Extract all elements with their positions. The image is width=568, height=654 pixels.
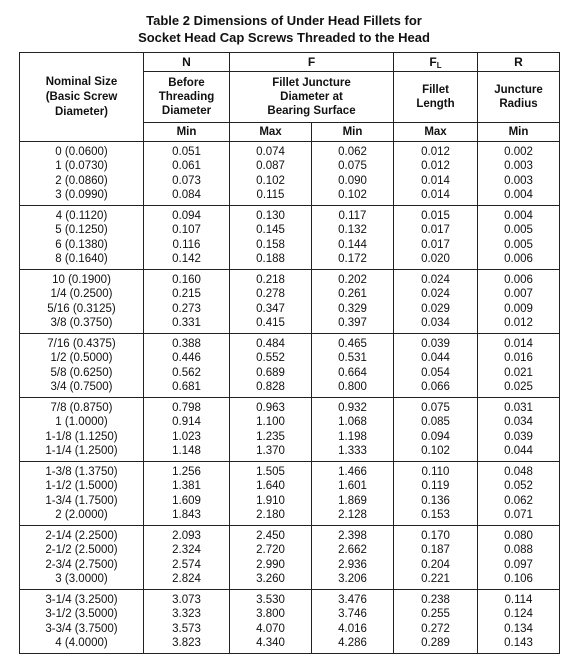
cell-value: 0.012 bbox=[421, 145, 450, 158]
cell-value: 0.039 bbox=[421, 337, 450, 350]
header-desc-f-line-1: Fillet Juncture bbox=[272, 77, 351, 89]
cell-value: 0.204 bbox=[421, 558, 450, 571]
table-cell-f-min bbox=[312, 526, 394, 590]
cell-value: 2.093 bbox=[172, 529, 201, 542]
cell-value: 0.002 bbox=[504, 145, 533, 158]
cell-value: 1 (0.0730) bbox=[55, 160, 108, 172]
cell-value: 0.215 bbox=[172, 288, 201, 300]
table-cell-nominal-size bbox=[20, 142, 144, 206]
cell-value: 0.681 bbox=[172, 381, 201, 393]
cell-value: 0.084 bbox=[172, 189, 201, 201]
cell-value: 4.016 bbox=[338, 622, 367, 635]
cell-value: 0.007 bbox=[504, 288, 533, 300]
cell-value: 0.798 bbox=[172, 401, 201, 414]
table-cell-n-min bbox=[144, 142, 230, 206]
table-cell-fl-max bbox=[394, 398, 478, 462]
cell-value: 0.107 bbox=[172, 224, 201, 236]
cell-value: 5/16 (0.3125) bbox=[47, 302, 116, 315]
cell-value: 2.180 bbox=[256, 509, 285, 521]
cell-value: 8 (0.1640) bbox=[55, 253, 108, 265]
header-nominal-line-3: Diameter) bbox=[54, 105, 109, 118]
cell-value: 0.119 bbox=[421, 480, 450, 492]
cell-value: 0.017 bbox=[421, 238, 450, 251]
table-cell-r-min bbox=[478, 398, 560, 462]
header-unit-f-min: Min bbox=[312, 123, 394, 142]
table-cell-nominal-size bbox=[20, 590, 144, 654]
table-cell-r-min bbox=[478, 270, 560, 334]
table-cell-f-max bbox=[230, 590, 312, 654]
cell-value: 3/4 (0.7500) bbox=[50, 381, 113, 393]
table-row-group bbox=[20, 526, 560, 590]
table-cell-f-max bbox=[230, 462, 312, 526]
cell-value: 0.062 bbox=[338, 145, 367, 158]
cell-value: 0.015 bbox=[421, 209, 450, 222]
cell-value: 1.869 bbox=[338, 494, 367, 507]
table-cell-fl-max bbox=[394, 270, 478, 334]
cell-value: 0.074 bbox=[256, 145, 285, 158]
table-cell-f-max bbox=[230, 270, 312, 334]
cell-value: 0.014 bbox=[421, 174, 450, 187]
cell-value: 0.397 bbox=[338, 317, 367, 329]
cell-value: 0.061 bbox=[172, 160, 201, 172]
table-cell-r-min bbox=[478, 334, 560, 398]
cell-value: 0.039 bbox=[504, 430, 533, 443]
header-nominal-size bbox=[20, 53, 144, 142]
header-nominal-line-2: (Basic Screw bbox=[45, 90, 118, 103]
cell-value: 0.562 bbox=[172, 366, 201, 379]
cell-value: 0.102 bbox=[338, 189, 367, 201]
cell-value: 2.824 bbox=[172, 573, 201, 585]
table-cell-fl-max bbox=[394, 334, 478, 398]
cell-value: 0.238 bbox=[421, 593, 450, 606]
cell-value: 3 (3.0000) bbox=[55, 573, 108, 585]
table-row-group bbox=[20, 398, 560, 462]
cell-value: 2 (2.0000) bbox=[55, 509, 108, 521]
table-cell-fl-max bbox=[394, 206, 478, 270]
cell-value: 4 (0.1120) bbox=[55, 209, 108, 222]
cell-value: 3.260 bbox=[256, 573, 285, 585]
cell-value: 3/8 (0.3750) bbox=[50, 317, 113, 329]
cell-value: 6 (0.1380) bbox=[55, 238, 108, 251]
cell-value: 2-3/4 (2.7500) bbox=[45, 558, 118, 571]
table-cell-f-min bbox=[312, 142, 394, 206]
table-cell-f-max bbox=[230, 526, 312, 590]
cell-value: 1.381 bbox=[172, 480, 201, 492]
cell-value: 0.347 bbox=[256, 302, 285, 315]
cell-value: 0.130 bbox=[256, 209, 285, 222]
cell-value: 0.153 bbox=[421, 509, 450, 521]
cell-value: 1.601 bbox=[338, 480, 367, 492]
header-unit-fl-max: Max bbox=[394, 123, 478, 142]
cell-value: 1/2 (0.5000) bbox=[50, 352, 113, 364]
table-row-group bbox=[20, 462, 560, 526]
cell-value: 0.085 bbox=[421, 416, 450, 428]
table-row-group bbox=[20, 206, 560, 270]
cell-value: 0.087 bbox=[256, 160, 285, 172]
header-desc-fl-line-2: Length bbox=[416, 98, 455, 110]
cell-value: 0.052 bbox=[504, 480, 533, 492]
cell-value: 0.080 bbox=[504, 529, 533, 542]
cell-value: 0.963 bbox=[256, 401, 285, 414]
cell-value: 1.256 bbox=[172, 465, 201, 478]
cell-value: 10 (0.1900) bbox=[52, 273, 111, 286]
cell-value: 0.142 bbox=[172, 253, 201, 265]
cell-value: 3.823 bbox=[172, 637, 201, 649]
cell-value: 0.005 bbox=[504, 224, 533, 236]
table-cell-n-min bbox=[144, 462, 230, 526]
cell-value: 0.048 bbox=[504, 465, 533, 478]
cell-value: 0.932 bbox=[338, 401, 367, 414]
cell-value: 0.110 bbox=[421, 465, 450, 478]
table-cell-nominal-size bbox=[20, 462, 144, 526]
cell-value: 0.114 bbox=[504, 593, 533, 606]
cell-value: 0.484 bbox=[256, 337, 285, 350]
cell-value: 0.090 bbox=[338, 174, 367, 187]
cell-value: 0.221 bbox=[421, 573, 450, 585]
header-desc-fl-line-1: Fillet bbox=[422, 84, 449, 96]
table-cell-fl-max bbox=[394, 142, 478, 206]
cell-value: 3.206 bbox=[338, 573, 367, 585]
cell-value: 0.188 bbox=[256, 253, 285, 265]
cell-value: 3-1/2 (3.5000) bbox=[45, 608, 118, 620]
cell-value: 0.160 bbox=[172, 273, 201, 286]
header-desc-n-line-2: Threading bbox=[158, 91, 215, 103]
header-symbol-r: R bbox=[478, 53, 560, 72]
cell-value: 3.573 bbox=[172, 622, 201, 635]
header-desc-n-line-1: Before bbox=[168, 77, 205, 89]
table-cell-r-min bbox=[478, 590, 560, 654]
table-body bbox=[20, 142, 560, 654]
cell-value: 0.073 bbox=[172, 174, 201, 187]
cell-value: 0.044 bbox=[504, 445, 533, 457]
cell-value: 0.415 bbox=[256, 317, 285, 329]
cell-value: 0.272 bbox=[421, 622, 450, 635]
cell-value: 0.218 bbox=[256, 273, 285, 286]
cell-value: 1.068 bbox=[338, 416, 367, 428]
cell-value: 1.023 bbox=[172, 430, 201, 443]
cell-value: 0.062 bbox=[504, 494, 533, 507]
cell-value: 0.034 bbox=[421, 317, 450, 329]
cell-value: 0.051 bbox=[172, 145, 201, 158]
header-desc-fl bbox=[394, 72, 478, 123]
cell-value: 0.136 bbox=[421, 494, 450, 507]
cell-value: 4.340 bbox=[256, 637, 285, 649]
table-cell-nominal-size bbox=[20, 526, 144, 590]
table-row-group bbox=[20, 334, 560, 398]
table-cell-n-min bbox=[144, 270, 230, 334]
cell-value: 3.800 bbox=[256, 608, 285, 620]
cell-value: 0.134 bbox=[504, 622, 533, 635]
cell-value: 1.100 bbox=[256, 416, 285, 428]
cell-value: 1.609 bbox=[172, 494, 201, 507]
cell-value: 0.116 bbox=[172, 238, 201, 251]
cell-value: 0.029 bbox=[421, 302, 450, 315]
cell-value: 0.025 bbox=[504, 381, 533, 393]
table-cell-r-min bbox=[478, 142, 560, 206]
cell-value: 3-3/4 (3.7500) bbox=[45, 622, 118, 635]
table-cell-nominal-size bbox=[20, 398, 144, 462]
cell-value: 0.094 bbox=[421, 430, 450, 443]
table-cell-f-min bbox=[312, 334, 394, 398]
cell-value: 0.094 bbox=[172, 209, 201, 222]
cell-value: 0.158 bbox=[256, 238, 285, 251]
table-cell-f-max bbox=[230, 206, 312, 270]
table-title bbox=[0, 12, 568, 46]
table-row-group bbox=[20, 590, 560, 654]
cell-value: 0.465 bbox=[338, 337, 367, 350]
cell-value: 0.014 bbox=[421, 189, 450, 201]
header-symbol-fl-main: F bbox=[429, 54, 437, 69]
cell-value: 3.073 bbox=[172, 593, 201, 606]
cell-value: 0.003 bbox=[504, 174, 533, 187]
cell-value: 0.187 bbox=[421, 544, 450, 556]
cell-value: 0.273 bbox=[172, 302, 201, 315]
table-cell-f-min bbox=[312, 206, 394, 270]
cell-value: 0.088 bbox=[504, 544, 533, 556]
cell-value: 0.552 bbox=[256, 352, 285, 364]
cell-value: 0.024 bbox=[421, 288, 450, 300]
cell-value: 2 (0.0860) bbox=[55, 174, 108, 187]
cell-value: 2.324 bbox=[172, 544, 201, 556]
cell-value: 4.070 bbox=[256, 622, 285, 635]
cell-value: 0 (0.0600) bbox=[55, 145, 108, 158]
cell-value: 0.388 bbox=[172, 337, 201, 350]
cell-value: 0.914 bbox=[172, 416, 201, 428]
cell-value: 1.466 bbox=[338, 465, 367, 478]
cell-value: 0.020 bbox=[421, 253, 450, 265]
cell-value: 2.398 bbox=[338, 529, 367, 542]
cell-value: 0.097 bbox=[504, 558, 533, 571]
header-symbol-fl-sub: L bbox=[436, 60, 442, 70]
cell-value: 1.640 bbox=[256, 480, 285, 492]
header-desc-f-line-3: Bearing Surface bbox=[267, 105, 356, 117]
cell-value: 0.446 bbox=[172, 352, 201, 364]
cell-value: 0.202 bbox=[338, 273, 367, 286]
cell-value: 1.333 bbox=[338, 445, 367, 457]
cell-value: 0.124 bbox=[504, 608, 533, 620]
cell-value: 0.004 bbox=[504, 209, 533, 222]
table-cell-r-min bbox=[478, 526, 560, 590]
table-cell-nominal-size bbox=[20, 206, 144, 270]
cell-value: 0.044 bbox=[421, 352, 450, 364]
header-symbol-n: N bbox=[144, 53, 230, 72]
table-cell-f-min bbox=[312, 590, 394, 654]
cell-value: 2-1/2 (2.5000) bbox=[45, 544, 118, 556]
cell-value: 0.071 bbox=[504, 509, 533, 521]
dimensions-table bbox=[19, 52, 560, 654]
table-cell-n-min bbox=[144, 526, 230, 590]
cell-value: 1.910 bbox=[256, 494, 285, 507]
cell-value: 0.066 bbox=[421, 381, 450, 393]
cell-value: 3.476 bbox=[338, 593, 367, 606]
cell-value: 0.017 bbox=[421, 224, 450, 236]
table-cell-f-min bbox=[312, 398, 394, 462]
cell-value: 4 (4.0000) bbox=[55, 637, 108, 649]
cell-value: 2.662 bbox=[338, 544, 367, 556]
cell-value: 0.170 bbox=[421, 529, 450, 542]
header-symbol-f: F bbox=[230, 53, 394, 72]
cell-value: 7/8 (0.8750) bbox=[50, 401, 113, 414]
cell-value: 0.012 bbox=[421, 160, 450, 172]
cell-value: 2-1/4 (2.2500) bbox=[45, 529, 118, 542]
cell-value: 3.323 bbox=[172, 608, 201, 620]
header-nominal-line-1: Nominal Size bbox=[45, 75, 118, 88]
table-title-line-2: Socket Head Cap Screws Threaded to the Head bbox=[138, 30, 430, 45]
cell-value: 0.014 bbox=[504, 337, 533, 350]
table-cell-r-min bbox=[478, 206, 560, 270]
cell-value: 3-1/4 (3.2500) bbox=[45, 593, 118, 606]
table-cell-n-min bbox=[144, 398, 230, 462]
cell-value: 0.828 bbox=[256, 381, 285, 393]
cell-value: 0.143 bbox=[504, 637, 533, 649]
cell-value: 0.331 bbox=[172, 317, 201, 329]
cell-value: 0.329 bbox=[338, 302, 367, 315]
table-cell-fl-max bbox=[394, 462, 478, 526]
table-cell-n-min bbox=[144, 590, 230, 654]
header-symbol-fl bbox=[394, 53, 478, 72]
table-row-group bbox=[20, 270, 560, 334]
cell-value: 7/16 (0.4375) bbox=[47, 337, 116, 350]
cell-value: 1-1/8 (1.1250) bbox=[45, 430, 118, 443]
cell-value: 0.054 bbox=[421, 366, 450, 379]
cell-value: 0.006 bbox=[504, 273, 533, 286]
header-unit-f-max: Max bbox=[230, 123, 312, 142]
cell-value: 0.006 bbox=[504, 253, 533, 265]
header-desc-n-line-3: Diameter bbox=[161, 105, 212, 117]
cell-value: 1.843 bbox=[172, 509, 201, 521]
cell-value: 0.289 bbox=[421, 637, 450, 649]
cell-value: 0.024 bbox=[421, 273, 450, 286]
cell-value: 2.450 bbox=[256, 529, 285, 542]
cell-value: 0.115 bbox=[256, 189, 285, 201]
cell-value: 0.075 bbox=[338, 160, 367, 172]
cell-value: 0.261 bbox=[338, 288, 367, 300]
cell-value: 1/4 (0.2500) bbox=[50, 288, 113, 300]
table-cell-fl-max bbox=[394, 590, 478, 654]
cell-value: 0.117 bbox=[338, 209, 367, 222]
cell-value: 0.664 bbox=[338, 366, 367, 379]
cell-value: 0.004 bbox=[504, 189, 533, 201]
cell-value: 1-3/8 (1.3750) bbox=[45, 465, 118, 478]
table-cell-f-max bbox=[230, 142, 312, 206]
cell-value: 0.003 bbox=[504, 160, 533, 172]
cell-value: 1.370 bbox=[256, 445, 285, 457]
cell-value: 1 (1.0000) bbox=[55, 416, 108, 428]
cell-value: 0.034 bbox=[504, 416, 533, 428]
table-cell-f-max bbox=[230, 398, 312, 462]
cell-value: 4.286 bbox=[338, 637, 367, 649]
header-unit-n-min: Min bbox=[144, 123, 230, 142]
cell-value: 1-1/2 (1.5000) bbox=[45, 480, 118, 492]
cell-value: 3.746 bbox=[338, 608, 367, 620]
cell-value: 2.936 bbox=[338, 558, 367, 571]
cell-value: 0.145 bbox=[256, 224, 285, 236]
cell-value: 0.689 bbox=[256, 366, 285, 379]
cell-value: 0.102 bbox=[421, 445, 450, 457]
cell-value: 3 (0.0990) bbox=[55, 189, 108, 201]
header-desc-r bbox=[478, 72, 560, 123]
cell-value: 2.574 bbox=[172, 558, 201, 571]
cell-value: 1.505 bbox=[256, 465, 285, 478]
table-cell-f-max bbox=[230, 334, 312, 398]
cell-value: 0.005 bbox=[504, 238, 533, 251]
cell-value: 1-3/4 (1.7500) bbox=[45, 494, 118, 507]
cell-value: 5/8 (0.6250) bbox=[50, 366, 113, 379]
cell-value: 1.198 bbox=[338, 430, 367, 443]
cell-value: 0.009 bbox=[504, 302, 533, 315]
cell-value: 3.530 bbox=[256, 593, 285, 606]
cell-value: 0.031 bbox=[504, 401, 533, 414]
cell-value: 0.144 bbox=[338, 238, 367, 251]
table-title-line-1: Table 2 Dimensions of Under Head Fillets for bbox=[146, 13, 422, 28]
table-cell-fl-max bbox=[394, 526, 478, 590]
table-cell-n-min bbox=[144, 206, 230, 270]
header-desc-f-line-2: Diameter at bbox=[280, 91, 343, 103]
header-unit-r-min: Min bbox=[478, 123, 560, 142]
header-desc-n bbox=[144, 72, 230, 123]
table-cell-n-min bbox=[144, 334, 230, 398]
cell-value: 5 (0.1250) bbox=[55, 224, 108, 236]
cell-value: 0.106 bbox=[504, 573, 533, 585]
table-cell-f-min bbox=[312, 270, 394, 334]
cell-value: 0.255 bbox=[421, 608, 450, 620]
table-cell-nominal-size bbox=[20, 270, 144, 334]
cell-value: 0.172 bbox=[338, 253, 367, 265]
cell-value: 0.278 bbox=[256, 288, 285, 300]
cell-value: 0.016 bbox=[504, 352, 533, 364]
cell-value: 2.128 bbox=[338, 509, 367, 521]
cell-value: 0.075 bbox=[421, 401, 450, 414]
cell-value: 0.132 bbox=[338, 224, 367, 236]
cell-value: 0.800 bbox=[338, 381, 367, 393]
cell-value: 1-1/4 (1.2500) bbox=[45, 445, 118, 457]
cell-value: 1.148 bbox=[172, 445, 201, 457]
header-desc-f bbox=[230, 72, 394, 123]
cell-value: 0.102 bbox=[256, 174, 285, 187]
header-desc-r-line-1: Juncture bbox=[494, 84, 543, 96]
cell-value: 2.720 bbox=[256, 544, 285, 556]
table-cell-r-min bbox=[478, 462, 560, 526]
header-desc-r-line-2: Radius bbox=[499, 98, 538, 110]
cell-value: 0.012 bbox=[504, 317, 533, 329]
cell-value: 1.235 bbox=[256, 430, 285, 443]
cell-value: 0.021 bbox=[504, 366, 533, 379]
table-cell-f-min bbox=[312, 462, 394, 526]
table-cell-nominal-size bbox=[20, 334, 144, 398]
cell-value: 2.990 bbox=[256, 558, 285, 571]
table-row-group bbox=[20, 142, 560, 206]
cell-value: 0.531 bbox=[338, 352, 367, 364]
